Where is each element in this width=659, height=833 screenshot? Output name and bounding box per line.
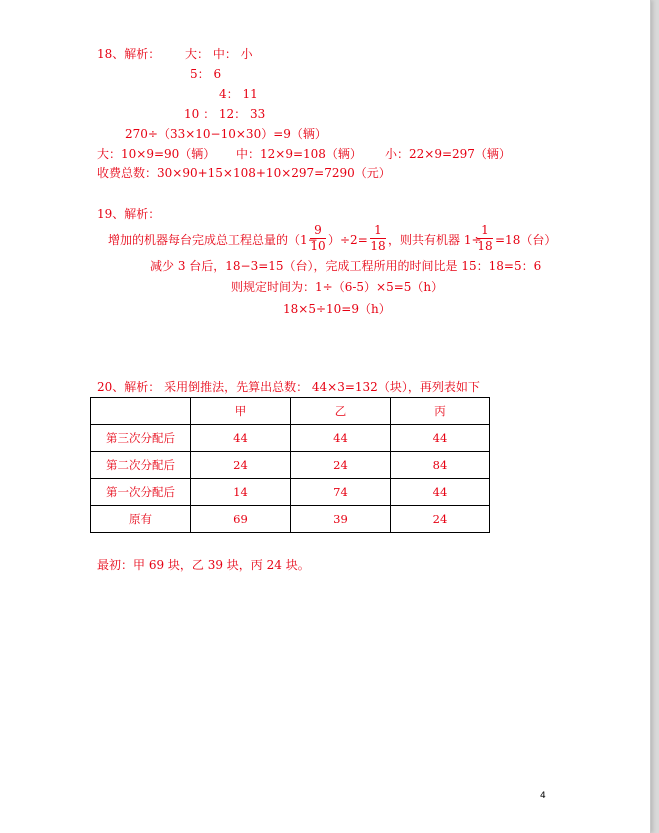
- q19-line2: 减少 3 台后，18−3=15（台），完成工程所用的时间比是 15：18=5：6: [150, 259, 542, 273]
- q19-fraction-1-18-b: [477, 224, 493, 253]
- table-row: [91, 479, 490, 506]
- q18-mid: 中：12×9=108（辆）: [236, 147, 362, 161]
- table-header-row: [91, 398, 490, 425]
- q19-line1-part-a: 增加的机器每台完成总工程总量的（1−: [108, 233, 318, 247]
- page-number: 4: [540, 791, 546, 801]
- q18-total: 收费总数：30×90+15×108+10×297=7290（元）: [97, 166, 391, 180]
- q19-line3: 则规定时间为：1÷（6-5）×5=5（h）: [231, 280, 444, 294]
- q19-label: 19、解析：: [97, 207, 161, 221]
- row-label: 第二次分配后: [91, 452, 191, 479]
- q18-ratio-head: 大： 中： 小: [185, 47, 253, 61]
- header-cell: 甲: [191, 398, 291, 425]
- row-label: 原有: [91, 506, 191, 533]
- q19-line4: 18×5÷10=9（h）: [283, 302, 391, 316]
- header-cell: [91, 398, 191, 425]
- q19-fraction-1-18-a: [370, 224, 386, 253]
- q19-fraction-3-denominator: 18: [477, 239, 493, 253]
- table-cell: 74: [291, 479, 391, 506]
- q19-line1-part-b: ）÷2=: [328, 233, 368, 247]
- q20-intro: 20、解析： 采用倒推法，先算出总数： 44×3=132（块），再列表如下: [97, 380, 480, 394]
- q18-small: 小：22×9=297（辆）: [385, 147, 511, 161]
- table-cell: 24: [391, 506, 490, 533]
- q18-big: 大：10×9=90（辆）: [97, 147, 216, 161]
- q18-ratio-row-3: 10 ： 12： 33: [184, 107, 266, 121]
- table-cell: 69: [191, 506, 291, 533]
- table-cell: 39: [291, 506, 391, 533]
- table-cell: 14: [191, 479, 291, 506]
- q19-line1-part-d: =18（台）: [495, 233, 557, 247]
- q18-ratio-row-1: 5： 6: [190, 67, 222, 81]
- table-cell: 24: [191, 452, 291, 479]
- table-row: [91, 452, 490, 479]
- table-cell: 24: [291, 452, 391, 479]
- row-label: 第三次分配后: [91, 425, 191, 452]
- q18-calc: 270÷（33×10−10×30）=9（辆）: [125, 127, 327, 141]
- q19-fraction-2-denominator: 18: [370, 239, 386, 253]
- header-cell: 丙: [391, 398, 490, 425]
- table-cell: 44: [191, 425, 291, 452]
- table-cell: 44: [391, 479, 490, 506]
- q19-fraction-1-denominator: 10: [310, 239, 326, 253]
- header-cell: 乙: [291, 398, 391, 425]
- q20-conclusion: 最初：甲 69 块，乙 39 块，丙 24 块。: [97, 558, 310, 572]
- table-cell: 44: [391, 425, 490, 452]
- q19-fraction-2-numerator: 1: [374, 223, 382, 237]
- q19-fraction-9-10: [310, 224, 326, 253]
- q18-label: 18、解析：: [97, 47, 161, 61]
- table-row: [91, 506, 490, 533]
- table-cell: 44: [291, 425, 391, 452]
- row-label: 第一次分配后: [91, 479, 191, 506]
- table-cell: 84: [391, 452, 490, 479]
- q19-fraction-1-numerator: 9: [314, 223, 322, 237]
- distribution-table: [90, 397, 490, 533]
- q19-line1-part-c: ，则共有机器 1÷: [388, 233, 482, 247]
- table-row: [91, 425, 490, 452]
- q19-fraction-3-numerator: 1: [481, 223, 489, 237]
- q18-ratio-row-2: 4： 11: [219, 87, 258, 101]
